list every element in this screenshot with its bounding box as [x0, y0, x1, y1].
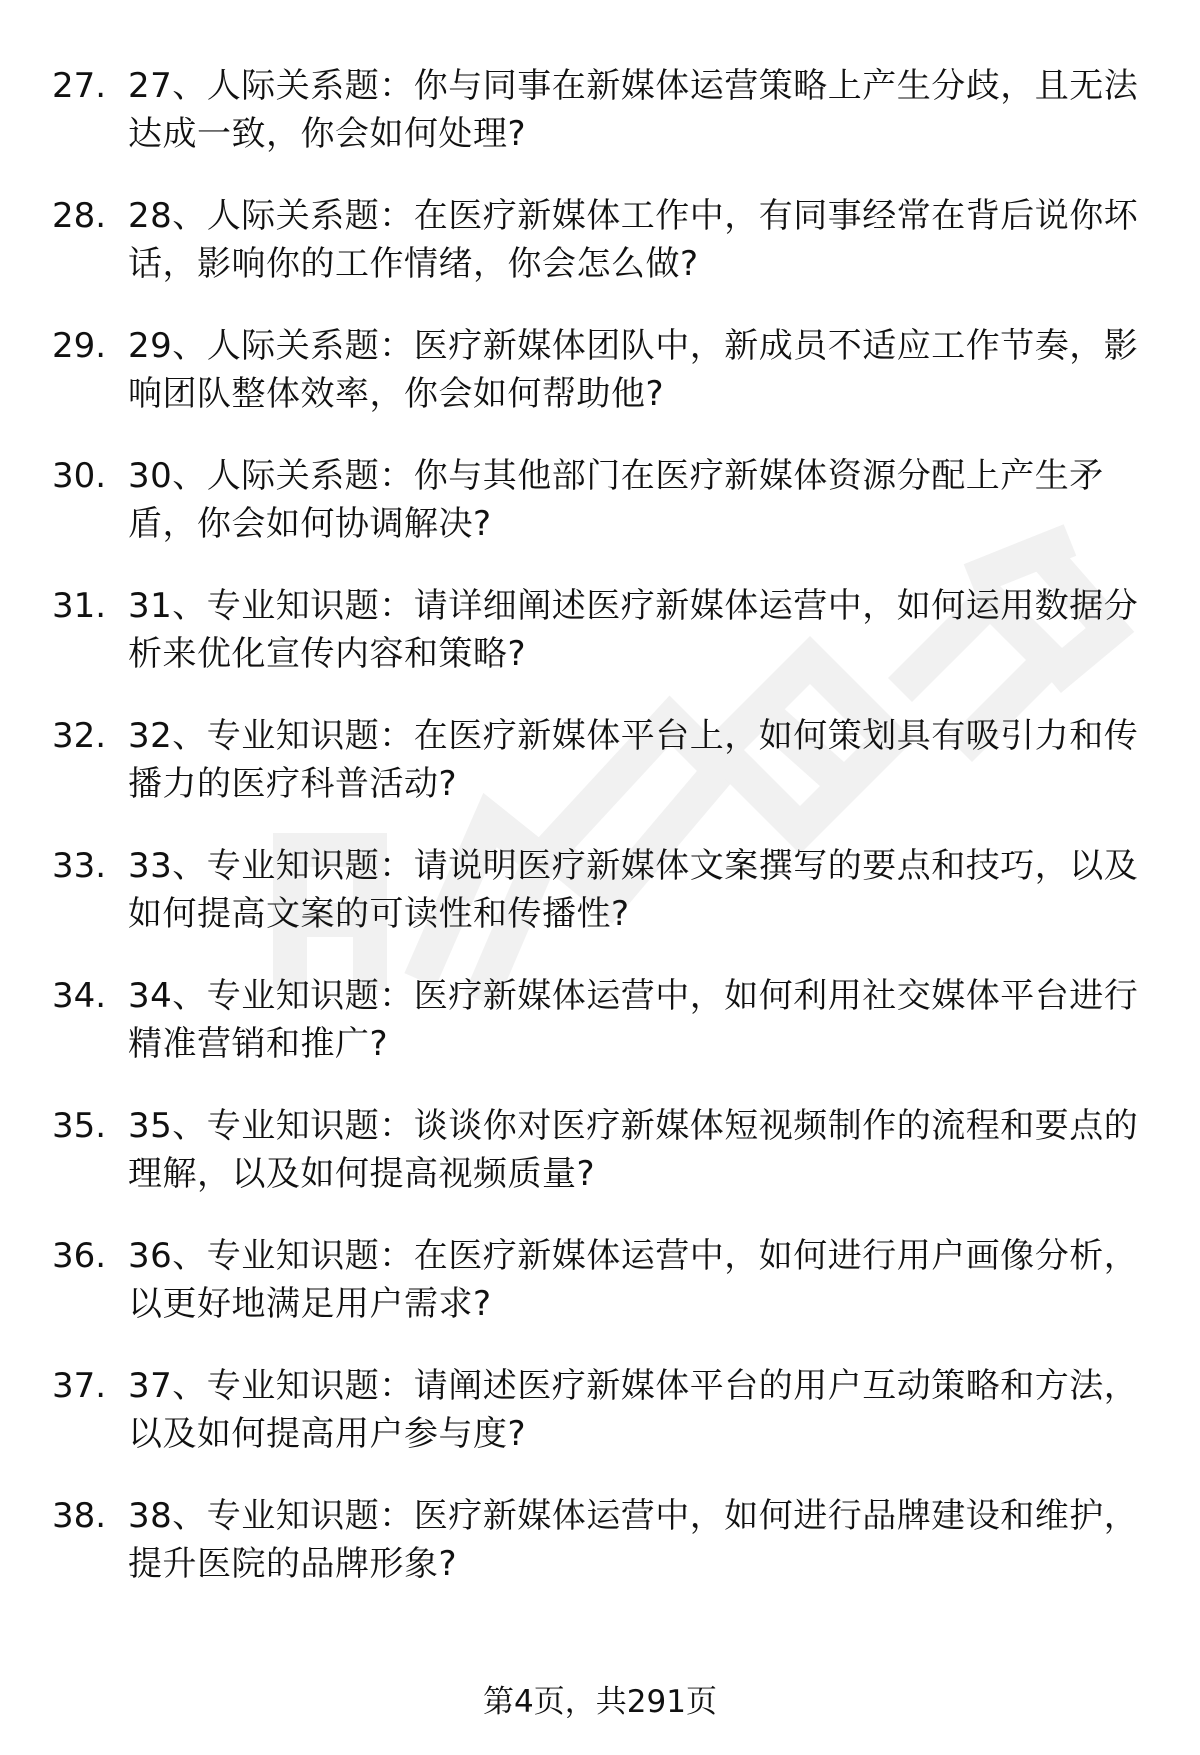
- question-item: [0, 1362, 1200, 1492]
- question-text: 29、人际关系题：医疗新媒体团队中，新成员不适应工作节奏，影响团队整体效率，你会如何帮助他?: [128, 326, 1139, 414]
- question-text: 33、专业知识题：请说明医疗新媒体文案撰写的要点和技巧，以及如何提高文案的可读性和传播性?: [128, 846, 1139, 934]
- question-number: 5. 31.: [52, 586, 107, 626]
- question-text: 30、人际关系题：你与其他部门在医疗新媒体资源分配上产生矛盾，你会如何协调解决?: [128, 456, 1104, 544]
- question-number: 7. 33.: [52, 846, 107, 886]
- question-item: [0, 452, 1200, 582]
- question-item: [0, 842, 1200, 972]
- question-text: 34、专业知识题：医疗新媒体运营中，如何利用社交媒体平台进行精准营销和推广?: [128, 976, 1139, 1064]
- page-footer: 第4页，共291页: [483, 1684, 717, 1720]
- question-number: 2. 28.: [52, 196, 107, 236]
- question-text: 32、专业知识题：在医疗新媒体平台上，如何策划具有吸引力和传播力的医疗科普活动?: [128, 716, 1139, 804]
- question-number: 1. 27.: [52, 66, 107, 106]
- question-number: 4. 30.: [52, 456, 107, 496]
- question-text: 38、专业知识题：医疗新媒体运营中，如何进行品牌建设和维护，提升医院的品牌形象?: [128, 1496, 1139, 1584]
- question-text: 27、人际关系题：你与同事在新媒体运营策略上产生分歧，且无法达成一致，你会如何处理?: [128, 66, 1139, 154]
- question-item: [0, 712, 1200, 842]
- question-item: [0, 62, 1200, 192]
- question-text: 28、人际关系题：在医疗新媒体工作中，有同事经常在背后说你坏话，影响你的工作情绪，你会怎么做?: [128, 196, 1139, 284]
- question-list: [0, 62, 1200, 1622]
- question-number: 10. 36.: [52, 1236, 107, 1276]
- question-text: 36、专业知识题：在医疗新媒体运营中，如何进行用户画像分析，以更好地满足用户需求?: [128, 1236, 1139, 1324]
- question-text: 31、专业知识题：请详细阐述医疗新媒体运营中，如何运用数据分析来优化宣传内容和策略?: [128, 586, 1139, 674]
- question-number: 6. 32.: [52, 716, 107, 756]
- question-number: 9. 35.: [52, 1106, 107, 1146]
- question-item: [0, 322, 1200, 452]
- question-text: 35、专业知识题：谈谈你对医疗新媒体短视频制作的流程和要点的理解，以及如何提高视频质量?: [128, 1106, 1139, 1194]
- question-item: [0, 972, 1200, 1102]
- question-item: [0, 192, 1200, 322]
- question-item: [0, 1492, 1200, 1622]
- question-item: [0, 1232, 1200, 1362]
- question-number: 11. 37.: [52, 1366, 107, 1406]
- question-number: 8. 34.: [52, 976, 107, 1016]
- question-text: 37、专业知识题：请阐述医疗新媒体平台的用户互动策略和方法，以及如何提高用户参与度?: [128, 1366, 1139, 1454]
- question-number: 3. 29.: [52, 326, 107, 366]
- question-item: [0, 1102, 1200, 1232]
- question-item: [0, 582, 1200, 712]
- question-number: 12. 38.: [52, 1496, 107, 1536]
